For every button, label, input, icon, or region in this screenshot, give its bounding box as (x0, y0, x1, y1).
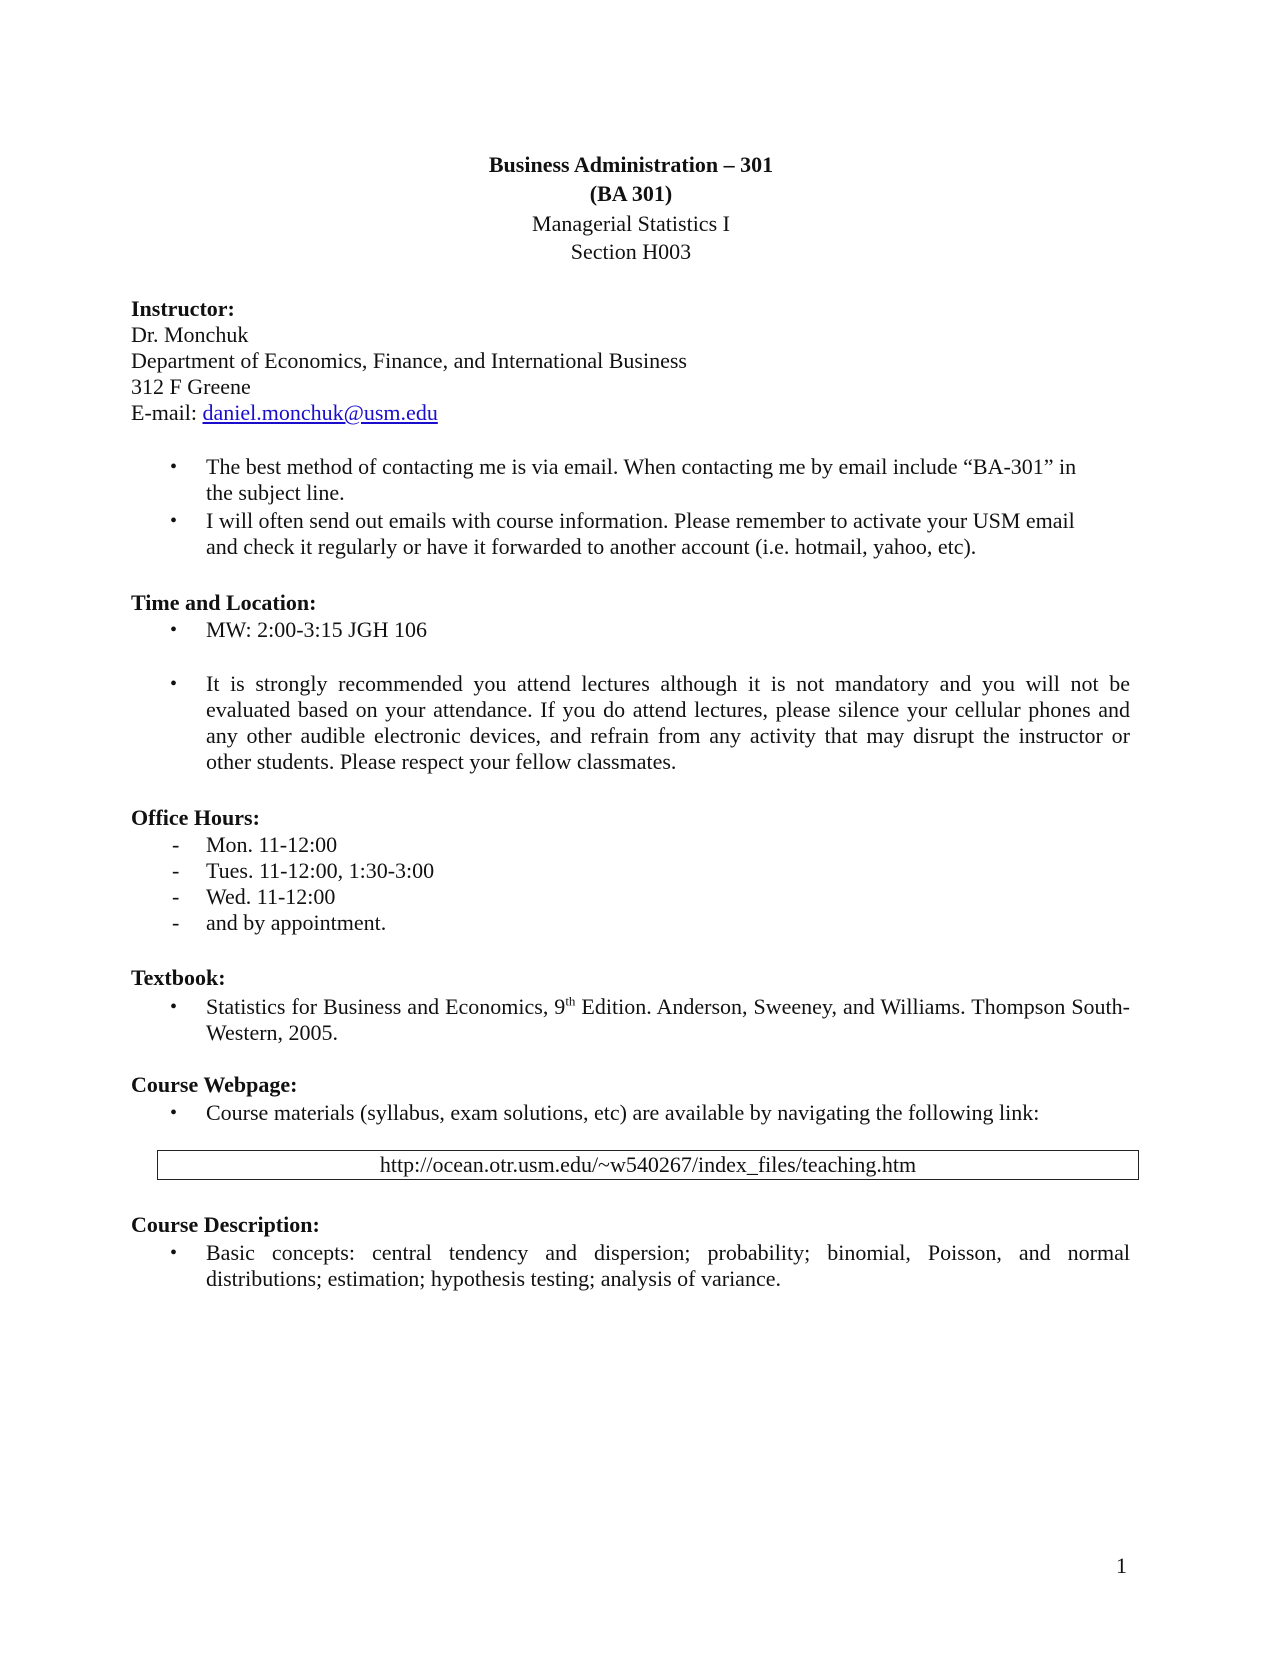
page-number: 1 (1116, 1553, 1127, 1578)
textbook-citation (206, 994, 1130, 1046)
office-hours-item: Tues. 11-12:00, 1:30-3:00 (206, 858, 435, 883)
office-hours-heading: Office Hours: (131, 805, 260, 830)
email-label: E-mail: (131, 400, 197, 425)
instructor-email-line (131, 400, 438, 426)
dash-marker: - (172, 884, 180, 909)
contact-note-2-line2: and check it regularly or have it forwarded to another account (i.e. hotmail, yahoo, etc). (206, 534, 977, 559)
bullet-marker: • (170, 673, 178, 695)
schedule: MW: 2:00-3:15 JGH 106 (206, 617, 428, 642)
email-link[interactable]: daniel.monchuk@usm.edu (202, 400, 438, 425)
document-title: Business Administration – 301 (488, 152, 774, 177)
instructor-department: Department of Economics, Finance, and International Business (131, 348, 687, 373)
attendance-note: It is strongly recommended you attend lectures although it is not mandatory and you will not be evaluated based on your attendance. If you do attend lectures, please silence your cellular phones and any other audible electronic devices, and refrain from any activity that may disrupt the instructor or other students. Please respect your fellow classmates. (206, 671, 1130, 774)
course-url-box (157, 1150, 1139, 1180)
textbook-heading: Textbook: (131, 965, 226, 990)
course-webpage-text: Course materials (syllabus, exam solutions, etc) are available by navigating the following link: (206, 1100, 1040, 1125)
course-description-text: Basic concepts: central tendency and dispersion; probability; binomial, Poisson, and normal distributions; estimation; hypothesis testing; analysis of variance. (206, 1240, 1130, 1291)
bullet-marker: • (170, 456, 178, 478)
bullet-marker: • (170, 619, 178, 641)
course-section: Section H003 (570, 239, 692, 264)
bullet-marker: • (170, 996, 178, 1018)
dash-marker: - (172, 910, 180, 935)
course-webpage-heading: Course Webpage: (131, 1072, 298, 1097)
contact-note-2 (206, 508, 1130, 560)
textbook-text-2: Edition. Anderson, Sweeney, and Williams. Thompson South-Western, 2005. (206, 994, 1130, 1045)
instructor-name: Dr. Monchuk (131, 322, 249, 347)
bullet-marker: • (170, 1242, 178, 1264)
course-code: (BA 301) (589, 181, 673, 206)
bullet-marker: • (170, 510, 178, 532)
contact-note-1-line2: the subject line. (206, 480, 345, 505)
time-location-heading: Time and Location: (131, 590, 317, 615)
course-url[interactable]: http://ocean.otr.usm.edu/~w540267/index_files/teaching.htm (379, 1152, 917, 1177)
instructor-heading: Instructor: (131, 296, 235, 321)
instructor-office: 312 F Greene (131, 374, 251, 399)
office-hours-item: Mon. 11-12:00 (206, 832, 338, 857)
course-name: Managerial Statistics I (532, 211, 730, 236)
dash-marker: - (172, 858, 180, 883)
textbook-text-1: Statistics for Business and Economics, 9 (206, 994, 566, 1019)
office-hours-item: and by appointment. (206, 910, 387, 935)
dash-marker: - (172, 832, 180, 857)
office-hours-item: Wed. 11-12:00 (206, 884, 336, 909)
contact-note-2-line1: I will often send out emails with course information. Please remember to activate your USM email (206, 508, 1075, 533)
contact-note-1-line1: The best method of contacting me is via email. When contacting me by email include “BA-301” in (206, 454, 1077, 479)
textbook-superscript: th (565, 993, 576, 1009)
contact-note-1 (206, 454, 1130, 506)
bullet-marker: • (170, 1102, 178, 1124)
course-description-heading: Course Description: (131, 1212, 320, 1237)
